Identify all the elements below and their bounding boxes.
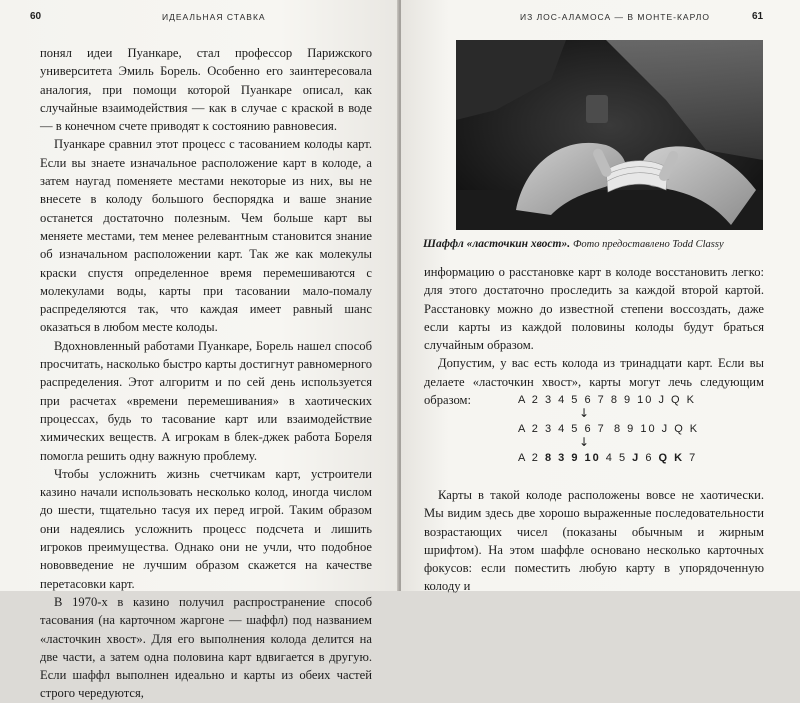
right-body-text-top (424, 263, 764, 409)
right-paragraph-2: Допустим, у вас есть колода из тринадцати карт. Если вы делаете «ласточкин хвост», карты могут лечь следующим образом: (424, 356, 764, 408)
left-paragraph-2: Пуанкаре сравнил этот процесс с тасованием колоды карт. Если вы знаете изначальное расположение карт в колоде, а затем наугад поменяете местами некоторые из них, вы не внесете в колоду большого беспорядка и ваше знание останется достаточно полезным. Чем больше карт вы меняете местами, тем менее релевантным становится знание об изначальном расположении карт. Так же как молекулы краски спустя определенное время перемешиваются с молекулами воды, карты при тасовании мало-помалу распределяются так, что каждая имеет равный шанс оказаться в любом месте колоды. (40, 137, 372, 335)
right-running-head: ИЗ ЛОС-АЛАМОСА — В МОНТЕ-КАРЛО (520, 12, 710, 22)
seq-part-bold: 8 3 9 10 (544, 452, 606, 464)
sequence-ordered-deck: A 2 3 4 5 6 7 8 9 10 J Q K (518, 394, 696, 406)
seq-part: 7 (689, 452, 698, 464)
arrow-down-left-icon: ↓ (579, 406, 590, 420)
right-body-text-bottom (424, 486, 764, 596)
left-paragraph-3: Вдохновленный работами Пуанкаре, Борель нашел способ просчитать, насколько быстро карты достигнут равномерного распределения. Этот алгоритм и по сей день используется при расчетах «времени перемешивания» в хаотических процессах, будь то тасование карт или взаимодействие химических веществ. А игрокам в блек-джек работа Бореля помогла решить одну важную проблему. (40, 338, 372, 463)
seq-part-bold: J (632, 452, 646, 464)
caption-title: Шаффл «ласточкин хвост». (423, 238, 571, 250)
sequence-left-half: A 2 3 4 5 6 7 (518, 423, 606, 435)
left-paragraph-1: понял идеи Пуанкаре, стал профессор Парижского университета Эмиль Борель. Особенно его заинтересовала аналогия, при помощи которой Пуанкаре описал, как случайные взаимодействия — как в случае с краской в воде — в конечном счете приводят к состоянию равновесия. (40, 46, 372, 134)
left-running-head: ИДЕАЛЬНАЯ СТАВКА (162, 12, 266, 22)
left-page (0, 0, 399, 701)
sequence-right-half: 8 9 10 J Q K (614, 423, 700, 435)
dovetail-shuffle-photo-image (456, 40, 763, 230)
right-page-number: 61 (752, 11, 764, 22)
left-body-text (40, 44, 372, 703)
right-paragraph-1: информацию о расстановке карт в колоде восстановить легко: для этого достаточно проследить за каждой второй картой. Расстановку можно до известной степени воссоздать, даже если карты из каждой половины колоды будут браться случайным образом. (424, 265, 764, 353)
arrow-down-merge-icon: ↓ (579, 435, 590, 449)
caption-credit: Фото предоставлено Todd Classy (572, 239, 724, 250)
shuffle-photo (456, 40, 763, 230)
left-paragraph-4: Чтобы усложнить жизнь счетчикам карт, устроители казино начали использовать несколько колод, иногда числом до шести, тщательно тасуя их перед игрой. Таким образом они надеялись усложнить процесс подсчета и лишить игроков преимущества. Однако они не учли, что подобное нововведение не лучшим образом скажется на качестве перетасовки карт. (40, 466, 372, 591)
seq-part-bold: Q K (658, 452, 690, 464)
right-paragraph-3: Карты в такой колоде расположены вовсе не хаотически. Мы видим здесь две хорошо выраженные последовательности возрастающих чисел (показаны обычным и жирным шрифтом). На этом шаффле основано несколько карточных фокусов: если поместить любую карту в упорядоченную колоду и (424, 488, 764, 594)
left-page-number: 60 (30, 11, 42, 22)
seq-part: A 2 (518, 452, 545, 464)
seq-part: 4 5 (605, 452, 633, 464)
sequence-shuffled-deck (518, 452, 697, 464)
left-paragraph-5: В 1970-х в казино получил распространение способ тасования (на карточном жаргоне — шаффл) под названием «ласточкин хвост». Для его выполнения колода делится на две части, а затем одна половина карт вдвигается в другую. Если шаффл выполнен идеально и карты из обеих частей строго чередуются, (40, 594, 372, 701)
photo-caption (423, 237, 768, 252)
seq-part: 6 (645, 452, 659, 464)
